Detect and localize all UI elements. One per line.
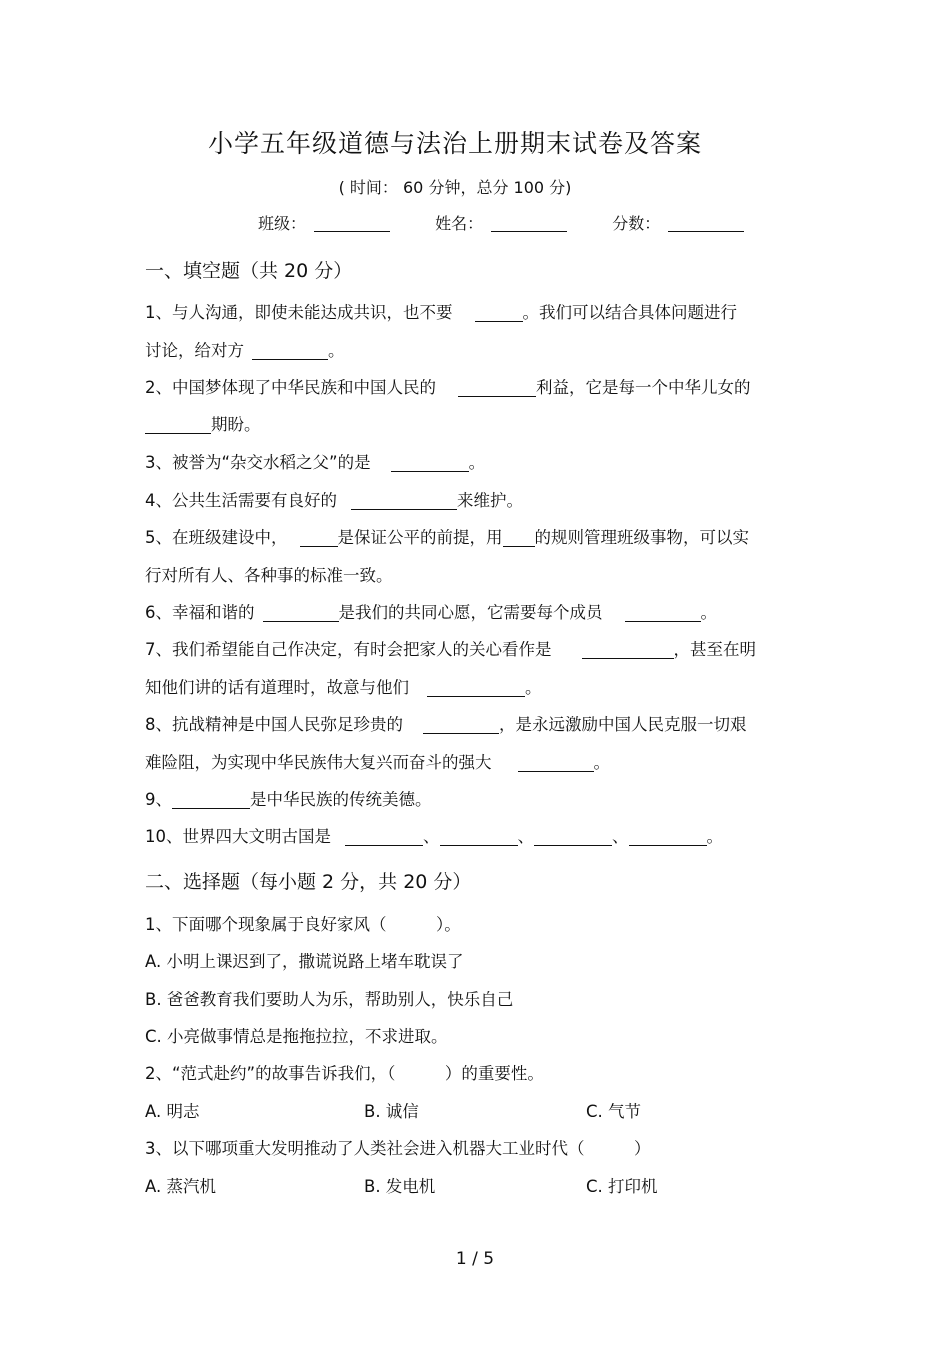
choice-2-option-b: B. 诚信 xyxy=(364,1102,419,1121)
question-3: 3、被誉为“杂交水稻之父”的是 。 xyxy=(145,453,486,472)
question-10: 10、世界四大文明古国是 、 、 、 。 xyxy=(145,827,723,846)
choice-3-option-b: B. 发电机 xyxy=(364,1177,436,1196)
student-info-row xyxy=(258,211,744,234)
question-1-line-2: 讨论，给对方 。 xyxy=(145,341,345,360)
question-2-line-2: 期盼。 xyxy=(145,411,261,435)
name-blank xyxy=(491,213,567,232)
question-8-line-2: 难险阻，为实现中华民族伟大复兴而奋斗的强大 。 xyxy=(145,753,610,772)
name-label: 姓名： xyxy=(435,214,484,233)
question-7-line-1: 7、我们希望能自己作决定，有时会把家人的关心看作是 ，甚至在明 xyxy=(145,640,756,659)
choice-2-option-c: C. 气节 xyxy=(586,1102,642,1121)
question-5-line-2: 行对所有人、各种事的标准一致。 xyxy=(145,566,393,585)
question-1-line-1: 1、与人沟通，即使未能达成共识，也不要 。我们可以结合具体问题进行 xyxy=(145,303,737,322)
question-7-line-2: 知他们讲的话有道理时，故意与他们 。 xyxy=(145,678,542,697)
exam-subtitle: ( 时间： 60 分钟，总分 100 分) xyxy=(338,178,572,197)
question-8-line-1: 8、抗战精神是中国人民弥足珍贵的 ，是永远激励中国人民克服一切艰 xyxy=(145,715,747,734)
choice-question-1: 1、下面哪个现象属于良好家风（ ）。 xyxy=(145,915,461,934)
choice-question-2: 2、“范式赴约”的故事告诉我们，（ ）的重要性。 xyxy=(145,1064,544,1083)
choice-1-option-a: A. 小明上课迟到了，撒谎说路上堵车耽误了 xyxy=(145,952,464,971)
question-5-line-1: 5、在班级建设中， 是保证公平的前提，用 的规则管理班级事物，可以实 xyxy=(145,528,749,547)
choice-1-option-c: C. 小亮做事情总是拖拖拉拉，不求进取。 xyxy=(145,1027,448,1046)
section-fill-in-heading: 一、填空题（共 20 分） xyxy=(145,260,353,282)
choice-question-3: 3、以下哪项重大发明推动了人类社会进入机器大工业时代（ ） xyxy=(145,1139,651,1158)
page-number: 1 / 5 xyxy=(455,1249,495,1269)
choice-2-option-a: A. 明志 xyxy=(145,1102,200,1121)
question-4: 4、公共生活需要有良好的 来维护。 xyxy=(145,491,523,510)
choice-3-option-c: C. 打印机 xyxy=(586,1177,658,1196)
question-2-line-1: 2、中国梦体现了中华民族和中国人民的 利益，它是每一个中华儿女的 xyxy=(145,378,751,397)
score-label: 分数： xyxy=(612,214,661,233)
class-blank xyxy=(314,213,390,232)
class-label: 班级： xyxy=(258,214,307,233)
section-choice-heading: 二、选择题（每小题 2 分，共 20 分） xyxy=(145,871,472,893)
question-6: 6、幸福和谐的 是我们的共同心愿，它需要每个成员 。 xyxy=(145,603,717,622)
choice-1-option-b: B. 爸爸教育我们要助人为乐，帮助别人，快乐自己 xyxy=(145,990,514,1009)
choice-3-option-a: A. 蒸汽机 xyxy=(145,1177,216,1196)
question-9: 9、 是中华民族的传统美德。 xyxy=(145,790,432,809)
score-blank xyxy=(668,213,744,232)
page-title: 小学五年级道德与法治上册期末试卷及答案 xyxy=(207,129,702,158)
